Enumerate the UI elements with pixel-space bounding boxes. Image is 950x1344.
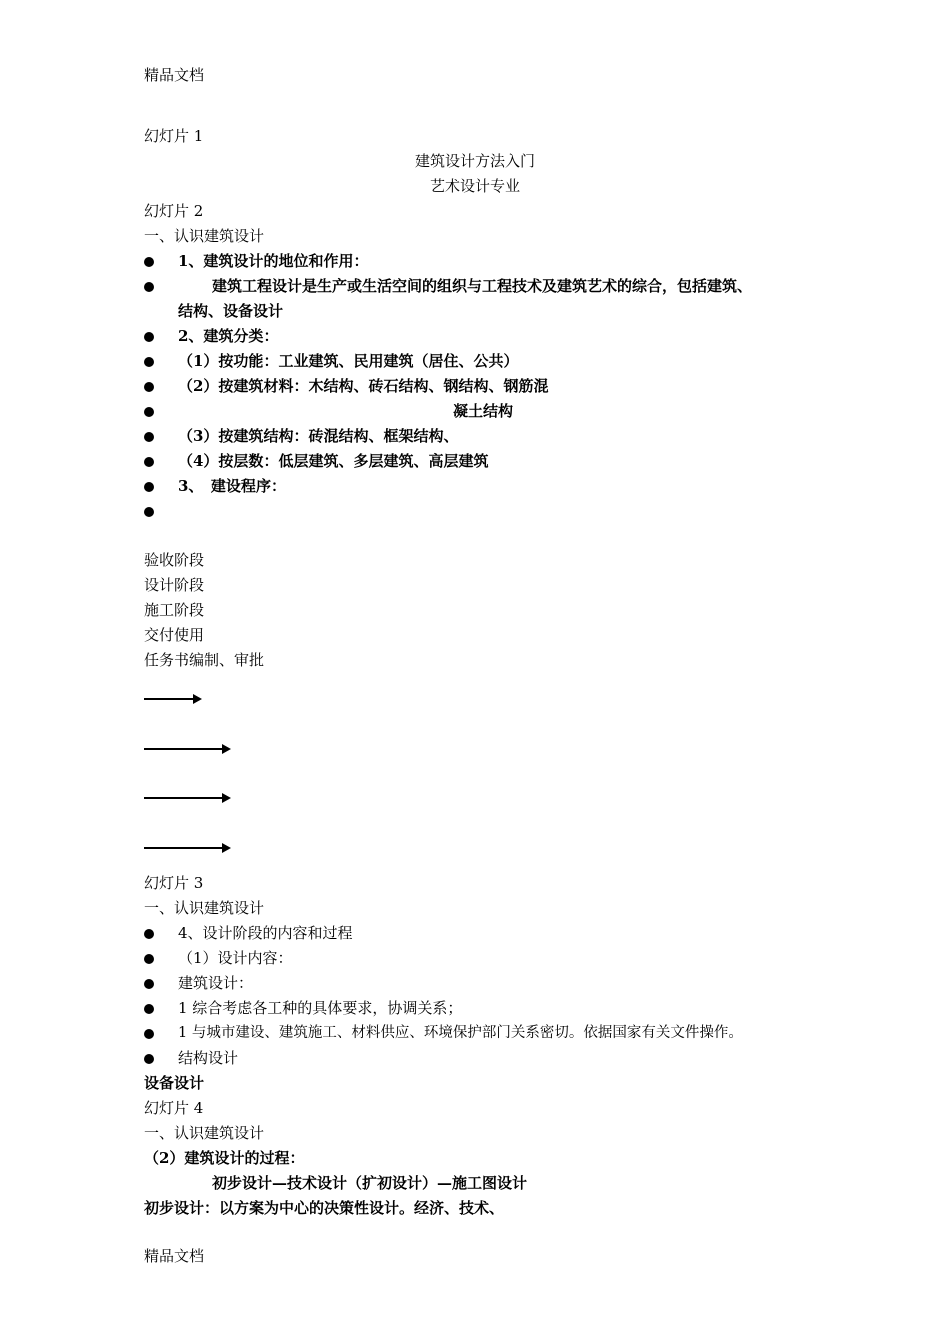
bullet-icon (144, 357, 154, 367)
page-header: 精品文档 (144, 66, 205, 84)
slide4-subheading: （2）建筑设计的过程： (144, 1149, 305, 1167)
slide4-process: 初步设计—技术设计（扩初设计）—施工图设计 (212, 1174, 528, 1192)
arrow-right-icon (144, 743, 231, 755)
document-page: 精品文档 幻灯片 1 建筑设计方法入门 艺术设计专业 幻灯片 2 一、认识建筑设计 1、建筑设计的地位和作用： 建筑工程设计是生产或生活空间的组织与工程技术及建筑艺术的综合，包括建筑、 结构、设备设计 2、建筑分类： （1）按功能：工业建筑、民用建筑（居住、公共） （2）按建筑材料：木结构、砖石结构、钢结构、钢筋混 凝土结构 （3）按建筑结构：砖混结构、框架结构、 （4）按层数：低层建筑、多层建筑、高层建筑 3、 建设程序： 验收阶段 设计阶段 施工阶段 交付使用 任务书编制、审批 幻灯片 3 一、认识建筑设计 4、设计阶段的内容和过程 （1）设计内容： 建筑设计： 1 综合考虑各工种的具体要求，协调关系； 1 与城市建设、建筑施工、材料供应、环境保护部门关系密切。依据国家有关文件操作。 结构设计 设备设计 幻灯片 4 一、认识建筑设计 （2）建筑设计的过程： 初步设计—技术设计（扩初设计）—施工图设计 初步设计：以方案为中心的决策性设计。经济、技术、 精品文档 (0, 0, 950, 1344)
bullet-icon (144, 507, 154, 517)
slide4-label: 幻灯片 4 (144, 1099, 204, 1117)
slide1-title: 建筑设计方法入门 (414, 152, 535, 170)
bullet-icon (144, 432, 154, 442)
bullet-icon (144, 282, 154, 292)
bullet-icon (144, 1004, 154, 1014)
bullet-icon (144, 332, 154, 342)
stage-label: 交付使用 (144, 626, 205, 644)
bullet-icon (144, 954, 154, 964)
slide3-heading: 一、认识建筑设计 (144, 899, 265, 917)
bullet-icon (144, 929, 154, 939)
arrow-right-icon (144, 792, 231, 804)
slide1-label: 幻灯片 1 (144, 127, 204, 145)
stage-label: 任务书编制、审批 (144, 651, 265, 669)
slide3-trailing: 设备设计 (144, 1074, 205, 1092)
page-footer: 精品文档 (144, 1247, 205, 1265)
slide3-label: 幻灯片 3 (144, 874, 204, 892)
slide2-label: 幻灯片 2 (144, 202, 204, 220)
stage-label: 施工阶段 (144, 601, 205, 619)
slide1-subtitle: 艺术设计专业 (429, 177, 520, 195)
arrow-right-icon (144, 842, 231, 854)
stage-label: 验收阶段 (144, 551, 205, 569)
bullet-icon (144, 457, 154, 467)
arrow-right-icon (144, 693, 202, 705)
bullet-icon (144, 407, 154, 417)
slide4-heading: 一、认识建筑设计 (144, 1124, 265, 1142)
bullet-icon (144, 382, 154, 392)
bullet-icon (144, 979, 154, 989)
bullet-icon (144, 1029, 154, 1039)
bullet-icon (144, 257, 154, 267)
slide4-note: 初步设计：以方案为中心的决策性设计。经济、技术、 (144, 1199, 505, 1217)
bullet-icon (144, 1054, 154, 1064)
stage-label: 设计阶段 (144, 576, 205, 594)
slide2-heading: 一、认识建筑设计 (144, 227, 265, 245)
bullet-icon (144, 482, 154, 492)
